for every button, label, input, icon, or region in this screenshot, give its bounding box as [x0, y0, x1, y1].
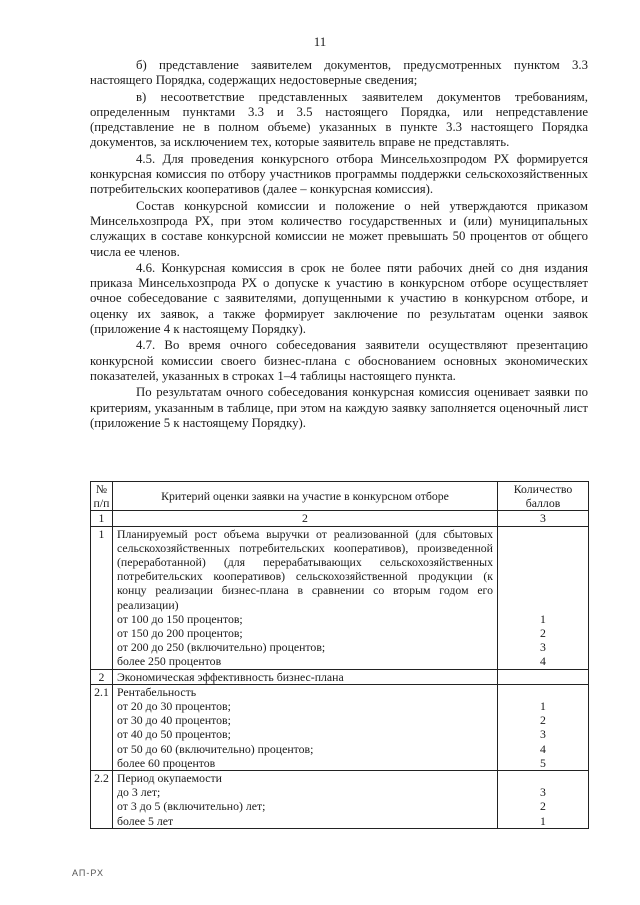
page-number: 11 [313, 34, 327, 49]
option-score: 2 [540, 799, 546, 814]
row-num: 2.1 [91, 684, 113, 770]
option-label: до 3 лет; [117, 785, 161, 800]
option-score: 2 [540, 626, 546, 641]
row-scores [498, 526, 589, 669]
option-score: 3 [540, 727, 546, 742]
option-label: более 250 процентов [117, 654, 222, 669]
row-scores [498, 684, 589, 770]
paragraph-v: в) несоответствие представленных заявителем документов требованиям, определенным пунктами 3.3 и 3.5 настоящего Порядка, или непредставление (представление не в полном объеме) указанных в пункте 3.3 настоящего Порядка документов, за исключением тех, которые заявитель вправе не представлять. [90, 89, 588, 150]
row-num: 2.2 [91, 771, 113, 829]
header-score: Количество баллов [498, 482, 589, 511]
criteria-table [90, 481, 589, 829]
option-score: 1 [540, 611, 546, 626]
row-scores [498, 669, 589, 684]
header-criterion: Критерий оценки заявки на участие в конкурсном отборе [113, 482, 498, 511]
header-num: № п/п [91, 482, 113, 511]
row-criterion [113, 526, 498, 669]
colnum-3: 3 [498, 511, 589, 526]
paragraph-4-7: 4.7. Во время очного собеседования заявители осуществляют презентацию конкурсной комиссии своего бизнес-плана с обоснованием основных экономических показателей, указанных в строках 1–4 таблицы настоящего пункта. [90, 338, 588, 383]
paragraph-b: б) представление заявителем документов, предусмотренных пунктом 3.3 настоящего Порядка, содержащих недостоверные сведения; [90, 58, 588, 88]
option-label: от 20 до 30 процентов; [117, 699, 231, 714]
option-score: 1 [540, 699, 546, 714]
table-row [91, 684, 589, 770]
option-label: от 30 до 40 процентов; [117, 713, 231, 728]
option-label: более 60 процентов [117, 755, 216, 770]
paragraph-4-6: 4.6. Конкурсная комиссия в срок не более пяти рабочих дней со дня издания приказа Минсельхозпрода РХ о допуске к участию в конкурсном отборе осуществляет очное собеседование с заявителями, допущенными к участию в конкурсном отборе, и оценку их заявок, а также формирует заключение по результатам оценки заявок (приложение 4 к настоящему Порядку). [90, 260, 588, 337]
option-score: 3 [540, 785, 546, 800]
criterion-text: Рентабельность [117, 684, 197, 699]
colnum-2: 2 [113, 511, 498, 526]
table-header-row [91, 482, 589, 511]
option-score: 4 [540, 654, 546, 669]
row-criterion [113, 684, 498, 770]
paragraph-commission-composition: Состав конкурсной комиссии и положение о ней утверждаются приказом Минсельхозпрода РХ, при этом количество государственных и (или) муниципальных служащих в составе конкурсной комиссии не может превышать 50 процентов от общего числа ее членов. [90, 198, 588, 259]
option-label: более 5 лет [117, 813, 174, 828]
paragraph-4-5: 4.5. Для проведения конкурсного отбора Минсельхозпродом РХ формируется конкурсная комиссия по отбору участников программы поддержки сельскохозяйственных потребительских кооперативов (далее – конкурсная комиссия). [90, 151, 588, 197]
option-label: от 3 до 5 (включительно) лет; [117, 799, 266, 814]
row-scores [498, 771, 589, 829]
paragraph-results: По результатам очного собеседования конкурсная комиссия оценивает заявки по критериям, указанным в таблице, при этом на каждую заявку заполняется оценочный лист (приложение 5 к настоящему Порядку). [90, 385, 588, 430]
table-row [91, 526, 589, 669]
option-score: 3 [540, 640, 546, 655]
row-num: 1 [91, 526, 113, 669]
row-criterion [113, 771, 498, 829]
option-score: 2 [540, 713, 546, 728]
option-label: от 100 до 150 процентов; [117, 611, 243, 626]
option-label: от 50 до 60 (включительно) процентов; [117, 741, 314, 756]
option-score: 4 [540, 741, 546, 756]
table-row [91, 669, 589, 684]
colnum-1: 1 [91, 511, 113, 526]
criterion-text: Период окупаемости [117, 771, 222, 786]
footer-mark: АП-РХ [72, 868, 104, 878]
table-colnum-row [91, 511, 589, 526]
document-body [90, 58, 588, 432]
row-criterion: Экономическая эффективность бизнес-плана [113, 669, 498, 684]
option-label: от 40 до 50 процентов; [117, 727, 231, 742]
option-label: от 200 до 250 (включительно) процентов; [117, 640, 326, 655]
option-score: 1 [540, 813, 546, 828]
option-label: от 150 до 200 процентов; [117, 626, 243, 641]
table-row [91, 771, 589, 829]
criterion-text: Планируемый рост объема выручки от реализованной (для сбытовых сельскохозяйственных потребительских кооперативов), произведенной (переработанной) (для перерабатывающих сельскохозяйственных потребительских кооперативов) сельскохозяйственной продукции (к концу реализации бизнес-плана в сравнении со вторым годом его реализации) [117, 526, 493, 612]
option-score: 5 [540, 755, 546, 770]
row-num: 2 [91, 669, 113, 684]
